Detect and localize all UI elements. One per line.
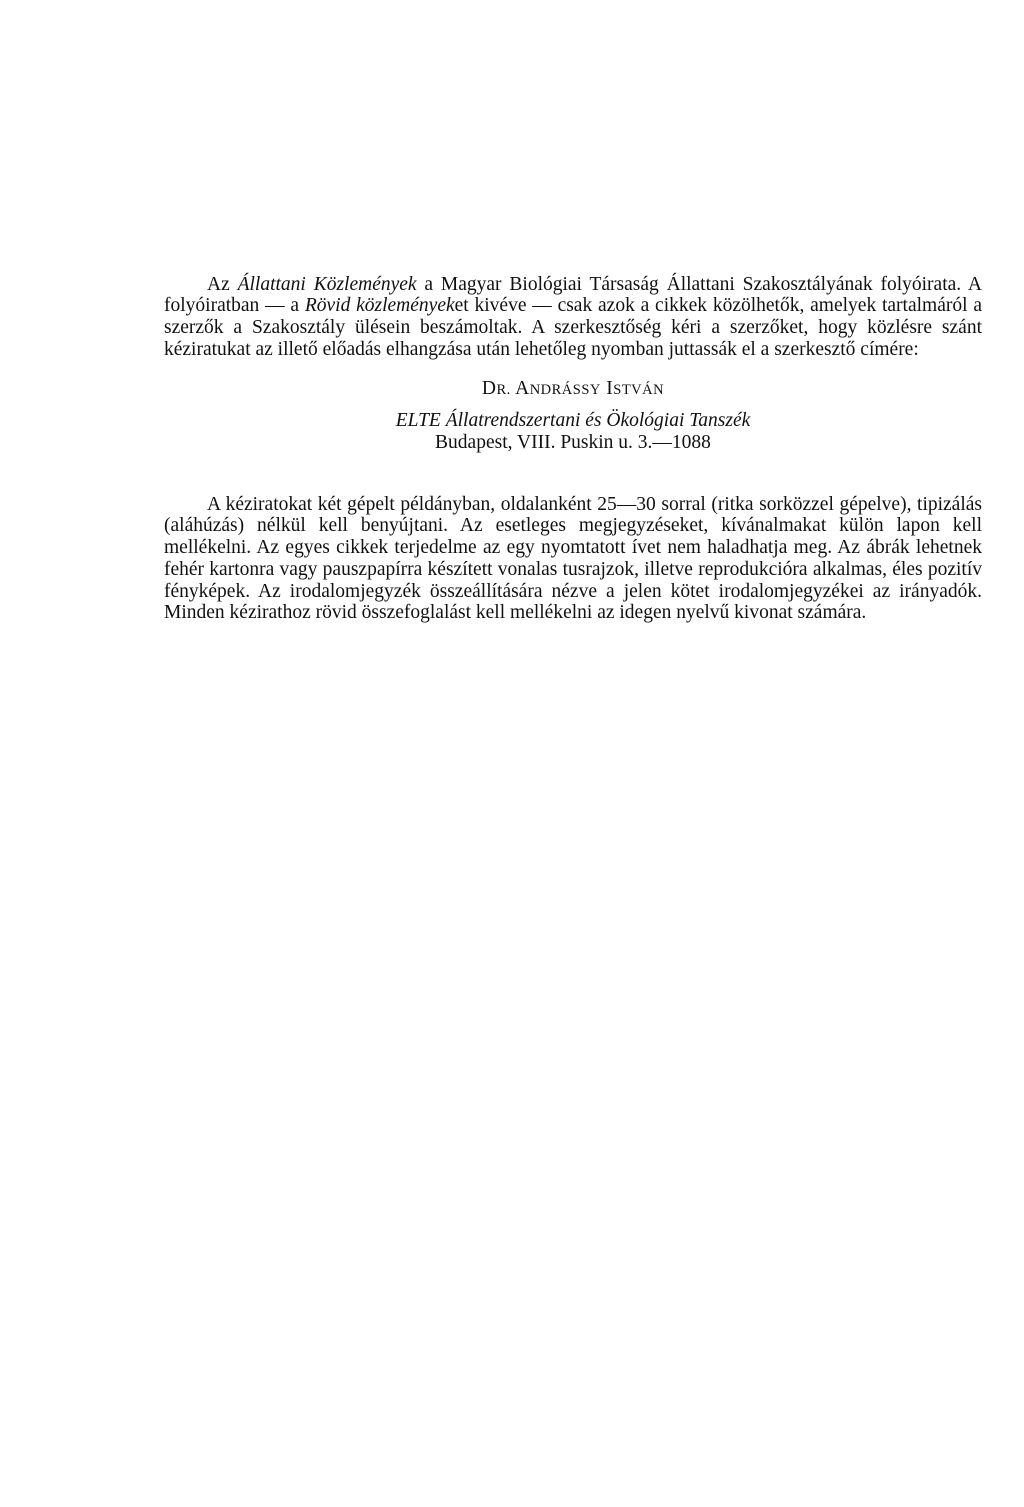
- intro-text-end: et kivéve — csak azok a cikkek közölhetők, amelyek tartalmáról a szerzők a Szakosztály ülésein beszámoltak. A szerkesztőség kéri a szerzőket, hogy közlésre szánt kéziratukat az illető előadás elhangzása után lehetőleg nyomban juttassák el a szerkesztő címére:: [164, 295, 982, 360]
- intro-text-middle: a Magyar Biológiai Társaság Állattani Szakosztályának folyóirata. A folyóiratban — a: [164, 273, 982, 317]
- editor-department: ELTE Állatrendszertani és Ökológiai Tanszék: [395, 410, 751, 431]
- intro-paragraph: [164, 274, 982, 361]
- editor-name-part: A: [510, 378, 530, 399]
- intro-text-start: Az: [207, 273, 238, 295]
- editor-name-part: D: [481, 378, 497, 399]
- journal-title: Állattani Közlemények: [237, 273, 417, 295]
- editor-name: [164, 378, 982, 401]
- editor-name-part: NDRÁSSY: [529, 382, 601, 398]
- editor-city-address: Budapest, VIII. Puskin u. 3.—1088: [435, 432, 711, 453]
- short-notes-title: Rövid közlemények: [304, 295, 455, 317]
- editor-name-part: R.: [496, 382, 511, 398]
- submission-instructions: A kéziratokat két gépelt példányban, oldalanként 25—30 sorral (ritka sorközzel gépelve), tipizálás (aláhúzás) nélkül kell benyújtani. Az esetleges megjegyzéseket, kívánalmakat külön lapon kell mellékelni. Az egyes cikkek terjedelme az egy nyomtatott ívet nem haladhatja meg. Az ábrák lehetnek fehér kartonra vagy pauszpapírra készített vonalas tusrajzok, illetve reprodukcióra alkalmas, éles pozitív fényképek. Az irodalomjegyzék összeállítására nézve a jelen kötet irodalomjegyzékei az irányadók. Minden kézirathoz rövid összefoglalást kell mellékelni az idegen nyelvű kivonat számára.: [164, 493, 982, 624]
- editor-name-part: I: [600, 378, 614, 399]
- editor-name-part: STVÁN: [613, 382, 665, 398]
